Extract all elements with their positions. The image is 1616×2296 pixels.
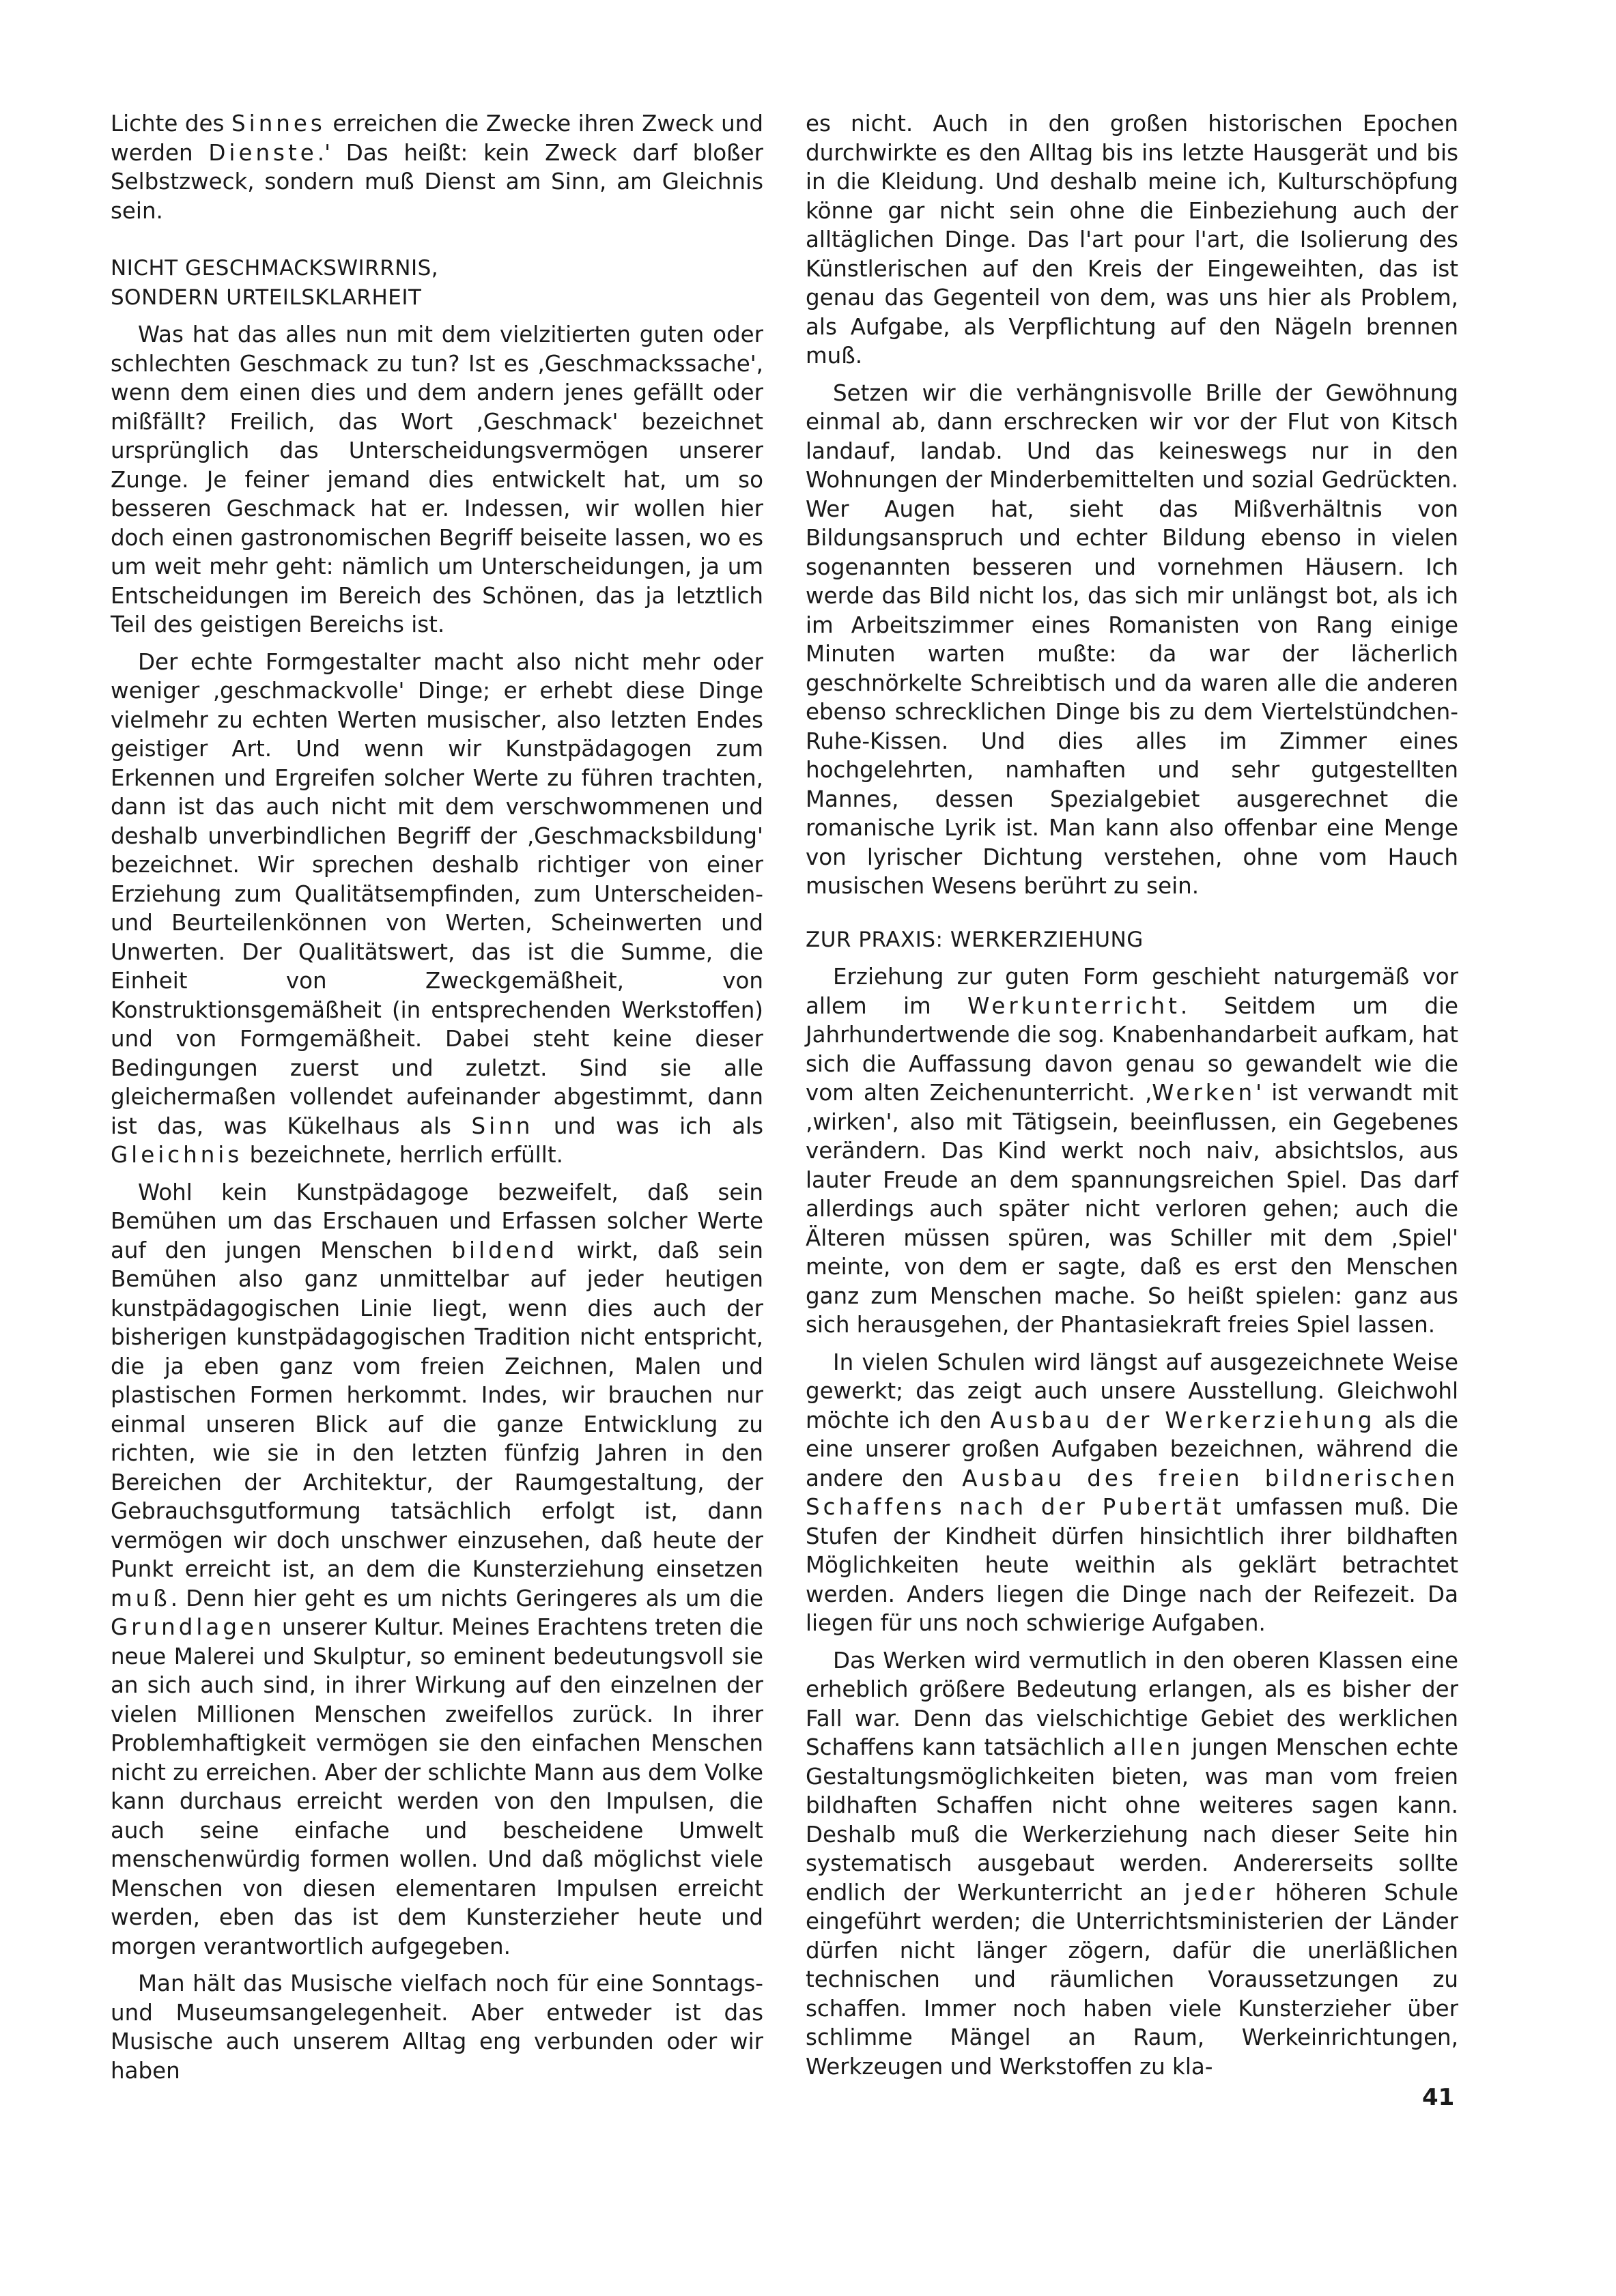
- section-heading-geschmack: [111, 254, 763, 312]
- heading-line: NICHT GESCHMACKSWIRRNIS,: [111, 256, 439, 281]
- right-column: [806, 109, 1458, 2081]
- spaced-emphasis: muß: [111, 1585, 171, 1611]
- text-run: Lichte des: [111, 111, 232, 137]
- paragraph: Man hält das Musische vielfach noch für eine Sonntags- und Museumsangelegenheit. Aber entweder ist das Musische auch unserem Alltag eng verbunden oder wir haben: [111, 1970, 763, 2084]
- spaced-emphasis: Grundlagen: [111, 1614, 275, 1640]
- text-run: erreichen die Zwecke ihren Zweck und werden: [111, 111, 764, 166]
- spaced-emphasis: allen: [1113, 1734, 1184, 1760]
- text-run: Das Werken wird vermutlich in den oberen Klassen eine erheblich größere Bedeutung erlangen, als es bisher der Fall war. Denn das vielschichtige Gebiet des werklichen Schaffens kann tatsächlich: [806, 1647, 1458, 1760]
- text-run: bezeichnete, herrlich erfüllt.: [242, 1142, 563, 1168]
- paragraph: [806, 962, 1458, 1340]
- intro-paragraph: [111, 109, 763, 225]
- text-run: . Denn hier geht es um nichts Geringeres als um die: [170, 1585, 763, 1611]
- paragraph: [806, 1348, 1458, 1638]
- spaced-emphasis: Gleichnis: [111, 1142, 243, 1168]
- spaced-emphasis: Sinnes: [231, 111, 326, 137]
- spaced-emphasis: Ausbau der Werkerziehung: [990, 1407, 1376, 1433]
- spaced-emphasis: Sinn: [471, 1113, 534, 1139]
- spaced-emphasis: jeder: [1184, 1879, 1258, 1906]
- text-run: umfassen muß. Die Stufen der Kindheit dürfen hinsichtlich ihrer bildhaften Möglichkeiten heute weithin als geklärt betrachtet werden. Anders liegen die Dinge nach der Reifezeit. Da liegen für uns noch schwierige Aufgaben.: [806, 1494, 1458, 1636]
- text-run: höheren Schule eingeführt werden; die Unterrichtsministerien der Länder dürfen nicht länger zögern, dafür die unerläßlichen technischen und räumlichen Voraussetzungen zu schaffen. Immer noch haben viele Kunsterzieher über schlimme Mängel an Raum, Werkeinrichtungen, Werkzeugen und Werkstoffen zu kla-: [806, 1879, 1458, 2080]
- text-run: jungen Menschen echte Gestaltungsmöglichkeiten bieten, was man vom freien bildhaften Schaffen nicht ohne weiteres sagen kann. Deshalb muß die Werkerziehung nach dieser Seite hin systematisch ausgebaut werden. Andererseits sollte endlich der Werkunterricht an: [806, 1734, 1458, 1906]
- paragraph: Setzen wir die verhängnisvolle Brille der Gewöhnung einmal ab, dann erschrecken wir vor der Flut von Kitsch landauf, landab. Und das keineswegs nur in den Wohnungen der Minderbemittelten und sozial Gedrückten. Wer Augen hat, sieht das Mißverhältnis von Bildungsanspruch und echter Bildung ebenso in vielen sogenannten besseren und vornehmen Häusern. Ich werde das Bild nicht los, das sich mir unlängst bot, als ich im Arbeitszimmer eines Romanisten von Rang einige Minuten warten mußte: da war der lächerlich geschnörkelte Schreibtisch und da waren alle die anderen ebenso schrecklichen Dinge bis zu dem Viertelstündchen-Ruhe-Kissen. Und dies alles im Zimmer eines hochgelehrten, namhaften und sehr gutgestellten Mannes, dessen Spezialgebiet ausgerechnet die romanische Lyrik ist. Man kann also offenbar eine Menge von lyrischer Dichtung verstehen, ohne vom Hauch musischen Wesens berührt zu sein.: [806, 379, 1458, 899]
- paragraph: [111, 1178, 763, 1962]
- page-number: 41: [1422, 2084, 1455, 2111]
- text-run: wirkt, daß sein Bemühen also ganz unmittelbar auf jeder heutigen kunstpädagogischen Linie liegt, wenn dies auch der bisherigen kunstpädagogischen Tradition nicht entspricht, die ja eben ganz vom freien Zeichnen, Malen und plastischen Formen herkommt. Indes, wir brauchen nur einmal unseren Blick auf die ganze Entwicklung zu richten, wie sie in den letzten fünfzig Jahren in den Bereichen der Architektur, der Raumgestaltung, der Gebrauchsgutformung tatsächlich erfolgt ist, dann vermögen wir doch unschwer einzusehen, daß heute der Punkt erreicht ist, an dem die Kunsterziehung einsetzen: [111, 1237, 764, 1582]
- text-run: .' Das heißt: kein Zweck darf bloßer Selbstzweck, sondern muß Dienst am Sinn, am Gleichnis sein.: [111, 139, 764, 224]
- text-run: In vielen Schulen wird längst auf ausgezeichnete Weise gewerkt; das zeigt auch unsere Ausstellung. Gleichwohl möchte ich den: [806, 1349, 1458, 1433]
- text-run: Erziehung zur guten Form geschieht naturgemäß vor allem im: [806, 964, 1458, 1019]
- spaced-emphasis: Dienste: [208, 139, 317, 166]
- spaced-emphasis: Ausbau des freien bildnerischen Schaffens nach der Pubertät: [806, 1465, 1458, 1520]
- text-run: . Seitdem um die Jahrhundertwende die sog. Knabenhandarbeit aufkam, hat sich die Auffassung davon genau so gewandelt wie die vom alten Zeichenunterricht. ‚: [806, 992, 1458, 1106]
- section-heading-praxis: ZUR PRAXIS: WERKERZIEHUNG: [806, 927, 1144, 952]
- text-run: als die eine unserer großen Aufgaben bezeichnen, während die andere den: [806, 1407, 1459, 1491]
- paragraph: es nicht. Auch in den großen historischen Epochen durchwirkte es den Alltag bis ins letzte Hausgerät und bis in die Kleidung. Und deshalb meine ich, Kulturschöpfung könne gar nicht sein ohne die Einbeziehung auch der alltäglichen Dinge. Das l'art pour l'art, die Isolierung des Künstlerischen auf den Kreis der Eingeweihten, das ist genau das Gegenteil von dem, was uns hier als Problem, als Aufgabe, als Verpflichtung auf den Nägeln brennen muß.: [806, 111, 1458, 369]
- paragraph: [806, 1646, 1458, 2082]
- spaced-emphasis: Werken: [1152, 1080, 1256, 1106]
- text-run: und was ich als: [533, 1113, 763, 1139]
- text-run: Wohl kein Kunstpädagoge bezweifelt, daß sein Bemühen um das Erschauen und Erfassen solcher Werte auf den jungen Menschen: [111, 1179, 763, 1263]
- paragraph: [111, 648, 763, 1170]
- text-run: unserer Kultur. Meines Erachtens treten die neue Malerei und Skulptur, so eminent bedeutungsvoll sie an sich auch sind, in ihrer Wirkung auf den einzelnen der vielen Millionen Menschen zweifellos zurück. In ihrer Problemhaftigkeit vermögen sie den einfachen Menschen nicht zu erreichen. Aber der schlichte Mann aus dem Volke kann durchaus erreicht werden von den Impulsen, die auch seine einfache und bescheidene Umwelt menschenwürdig formen wollen. Und daß möglichst viele Menschen von diesen elementaren Impulsen erreicht werden, eben das ist dem Kunsterzieher heute und morgen verantwortlich aufgegeben.: [111, 1614, 763, 1960]
- left-column: [111, 109, 763, 2085]
- spaced-emphasis: bildend: [451, 1237, 558, 1263]
- heading-line: SONDERN URTEILSKLARHEIT: [111, 285, 422, 310]
- text-run: Der echte Formgestalter macht also nicht mehr oder weniger ‚geschmackvolle' Dinge; er erhebt diese Dinge vielmehr zu echten Werten musischer, also letzten Endes geistiger Art. Und wenn wir Kunstpädagogen zum Erkennen und Ergreifen solcher Werte zu führen trachten, dann ist das auch nicht mit dem verschwommenen und deshalb unverbindlichen Begriff der ‚Geschmacksbildung' bezeichnet. Wir sprechen deshalb richtiger von einer Erziehung zum Qualitätsempfinden, zum Unterscheiden- und Beurteilenkönnen von Werten, Scheinwerten und Unwerten. Der Qualitätswert, das ist die Summe, die Einheit von Zweckgemäßheit, von Konstruktionsgemäßheit (in entsprechenden Werkstoffen) und von Formgemäßheit. Dabei steht keine dieser Bedingungen zuerst und zuletzt. Sind sie alle gleichermaßen vollendet aufeinander abgestimmt, dann ist das, was Kükelhaus als: [111, 648, 763, 1139]
- paragraph: Was hat das alles nun mit dem vielzitierten guten oder schlechten Geschmack zu tun? Ist es ‚Geschmackssache', wenn dem einen dies und dem andern jenes gefällt oder mißfällt? Freilich, das Wort ‚Geschmack' bezeichnet ursprünglich das Unterscheidungsvermögen unserer Zunge. Je feiner jemand dies entwickelt hat, um so besseren Geschmack hat er. Indessen, wir wollen hier doch einen gastronomischen Begriff beiseite lassen, wo es um weit mehr geht: nämlich um Unterscheidungen, ja um Entscheidungen im Bereich des Schönen, das ja letztlich Teil des geistigen Bereichs ist.: [111, 321, 763, 637]
- text-run: ' ist verwandt mit ‚wirken', also mit Tätigsein, beeinflussen, ein Gegebenes verändern. Das Kind werkt noch naiv, absichtslos, aus lauter Freude an dem spannungsreichen Spiel. Das darf allerdings auch später nicht verloren gehen; auch die Älteren müssen spüren, was Schiller mit dem ‚Spiel' meinte, von dem er sagte, daß es erst den Menschen ganz zum Menschen mache. So heißt spielen: ganz aus sich herausgehen, der Phantasiekraft freies Spiel lassen.: [806, 1080, 1459, 1338]
- spaced-emphasis: Werkunterricht: [967, 992, 1180, 1019]
